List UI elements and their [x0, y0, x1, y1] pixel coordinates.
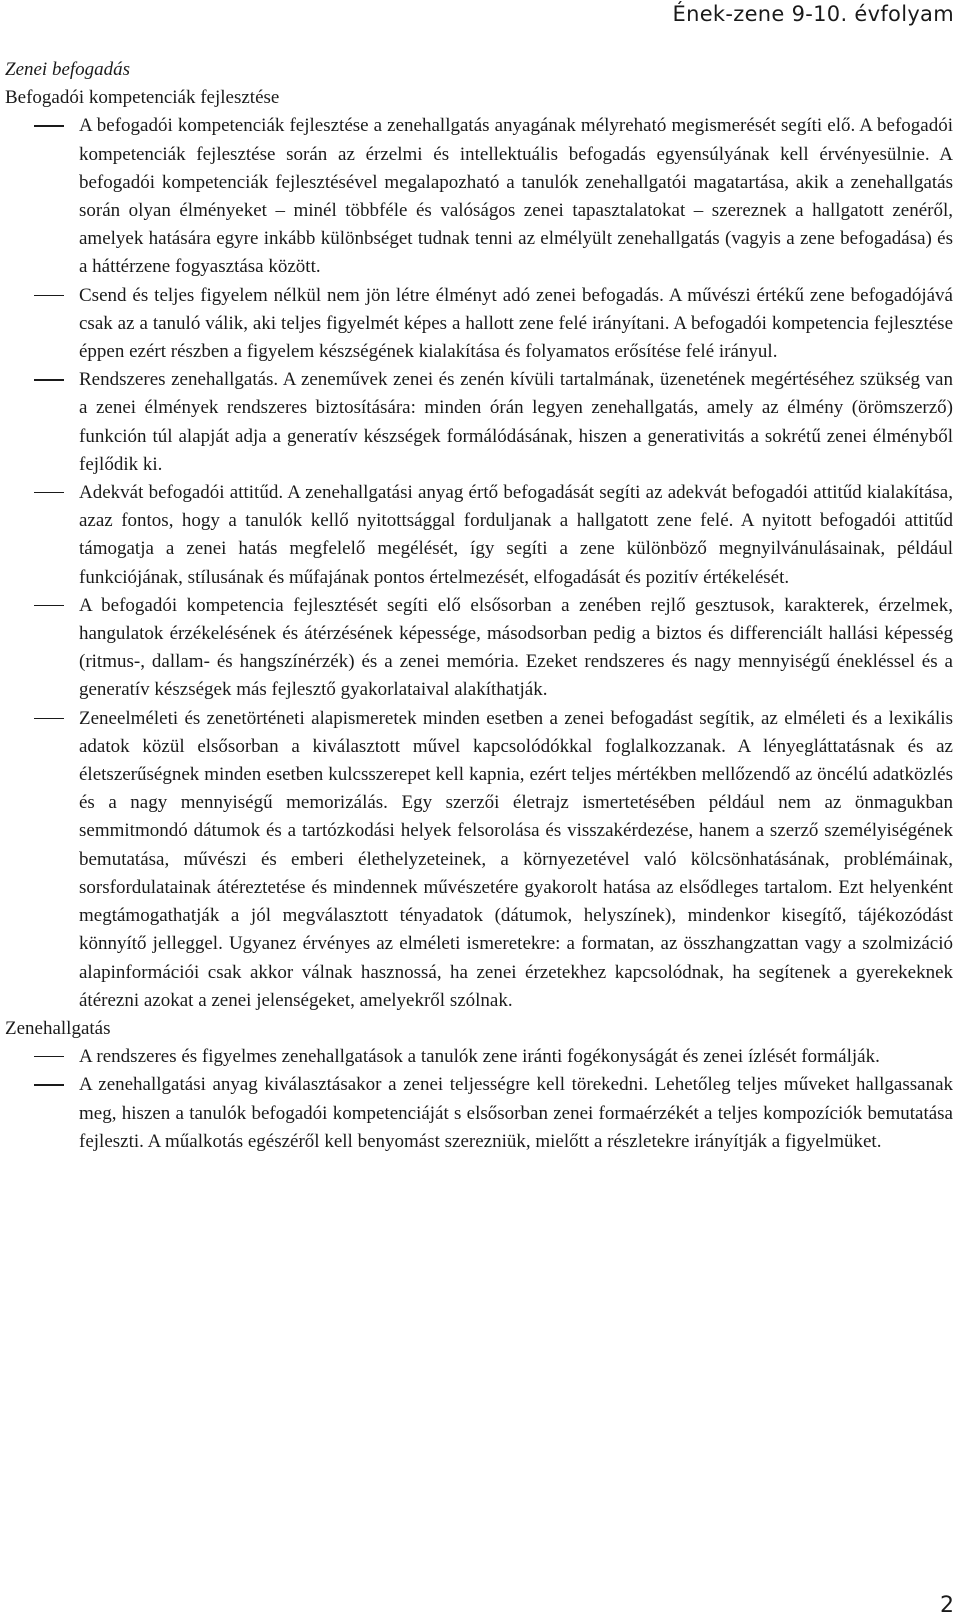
bullet-list-befogadas: [5, 112, 953, 1015]
section-title-zenei-befogadas: Zenei befogadás: [5, 59, 131, 80]
list-item: [5, 1043, 953, 1071]
page-header-title: Ének-zene 9-10. évfolyam: [672, 2, 954, 26]
dash-bullet-icon: [34, 379, 64, 380]
list-item-text: A befogadói kompetencia fejlesztését segíti elő elsősorban a zenében rejlő gesztusok, karakterek, érzelmek, hangulatok érzékelésének és átérzésének képessége, másodsorban pedig a biztos és differenciált hallási képesség (ritmus-, dallam- és hangszínérzék) és a zenei memória. Ezeket rendszeres és nagy mennyiségű énekléssel és a generatív készségek más fejlesztő gyakorlataival alakíthatják.: [79, 594, 953, 701]
dash-bullet-icon: [34, 718, 64, 719]
list-item-text: A befogadói kompetenciák fejlesztése a zenehallgatás anyagának mélyreható megismerését segíti elő. A befogadói kompetenciák fejlesztése során az érzelmi és intellektuális befogadás egyensúlyának kell érvényesülnie. A befogadói kompetenciák fejlesztésével megalapozható a tanulók zenehallgatói magatartása, akik a zenehallgatás során olyan élményeket – minél többféle és valóságos zenei tapasztalatokat – szereznek a hallgatott zenéről, amelyek hatására egyre inkább különbséget tudnak tenni az elmélyült zenehallgatás (vagyis a zene befogadása) és a háttérzene fogyasztása között.: [79, 115, 953, 278]
list-item: [5, 282, 953, 367]
list-item: [5, 366, 953, 479]
list-item-text: A rendszeres és figyelmes zenehallgatások a tanulók zene iránti fogékonyságát és zenei ízlését formálják.: [79, 1046, 880, 1068]
list-item: [5, 592, 953, 705]
list-item: [5, 112, 953, 281]
dash-bullet-icon: [34, 125, 64, 126]
dash-bullet-icon: [34, 605, 64, 606]
dash-bullet-icon: [34, 492, 64, 493]
list-item-text: A zenehallgatási anyag kiválasztásakor a zenei teljességre kell törekedni. Lehetőleg teljes műveket hallgassanak meg, hiszen a tanulók befogadói kompetenciáját s elsősorban zenei formaérzékét a teljes kompozíciók bemutatása fejleszti. A műalkotás egészéről kell benyomást szerezniük, mielőtt a részletekre irányítják a figyelmüket.: [79, 1074, 953, 1152]
list-item-text: Rendszeres zenehallgatás. A zeneművek zenei és zenén kívüli tartalmának, üzenetének megértéséhez szükség van a zenei élmények rendszeres biztosítására: minden órán legyen zenehallgatás, amely az élmény (örömszerző) funkción túl alapját adja a generatív készségek formálódásának, hiszen a generativitás a sokrétű zenei élményből fejlődik ki.: [79, 369, 953, 475]
document-body: [5, 56, 953, 1156]
section-title-zenehallgatas: Zenehallgatás: [5, 1017, 111, 1039]
list-item: [5, 479, 953, 592]
bullet-list-zenehallgatas: [5, 1043, 953, 1156]
list-item: [5, 1071, 953, 1156]
page-number: 2: [940, 1593, 954, 1618]
dash-bullet-icon: [34, 295, 64, 296]
list-item-text: Adekvát befogadói attitűd. A zenehallgatási anyag értő befogadását segíti az adekvát befogadói attitűd kialakítása, azaz fontos, hogy a tanulók kellő nyitottsággal forduljanak a hallgatott zene felé. A nyitott befogadói attitűd támogatja a zenei hatás megfelelő megélését, így segíti a zene különböző megnyilvánulásainak, például funkciójának, stílusának és műfajának pontos értelmezését, elfogadását és pozitív értékelését.: [79, 482, 953, 588]
dash-bullet-icon: [34, 1084, 64, 1085]
list-item-text: Csend és teljes figyelem nélkül nem jön létre élményt adó zenei befogadás. A művészi értékű zene befogadójává csak az a tanuló válik, aki teljes figyelmét képes a hallott zene felé irányítani. A befogadói kompetencia fejlesztése éppen ezért részben a figyelem készségének kialakítása és folyamatos erősítése felé irányul.: [79, 284, 953, 363]
section-subtitle-kompetenciak: Befogadói kompetenciák fejlesztése: [5, 87, 280, 109]
list-item: [5, 705, 953, 1015]
list-item-text: Zeneelméleti és zenetörténeti alapismeretek minden esetben a zenei befogadást segítik, az elméleti és a lexikális adatok közül elsősorban a kiválasztott művel kapcsolódókkal foglalkozzanak. A lényegláttatásnak és az életszerűségnek minden esetben kulcsszerepet kell kapnia, ezért teljes mértékben mellőzendő az öncélú adatközlés és a nagy mennyiségű memorizálás. Egy szerzői életrajz ismertetésében például nem az önmagukban semmitmondó dátumok és a tartózkodási helyek felsorolása és visszakérdezése, hanem a szerző személyiségének bemutatása, művészi és emberi élethelyzeteinek, a környezetével való kölcsönhatásának, problémáinak, sorsfordulatainak átéreztetése és mindennek művészetére gyakorolt hatása az elsődleges tartalom. Ezt helyenként megtámogathatják a jól megválasztott tényadatok (dátumok, helyszínek), mindenkor kisegítő, tájékozódást könnyítő jelleggel. Ugyanez érvényes az elméleti ismeretekre: a formatan, az összhangzattan vagy a szolmizáció alapinformációi csak akkor válnak hasznossá, ha zenei érzetekhez kapcsolódnak, ha segítenek a gyerekeknek átérezni azokat a zenei jelenségeket, amelyekről szólnak.: [79, 707, 953, 1011]
dash-bullet-icon: [34, 1056, 64, 1057]
